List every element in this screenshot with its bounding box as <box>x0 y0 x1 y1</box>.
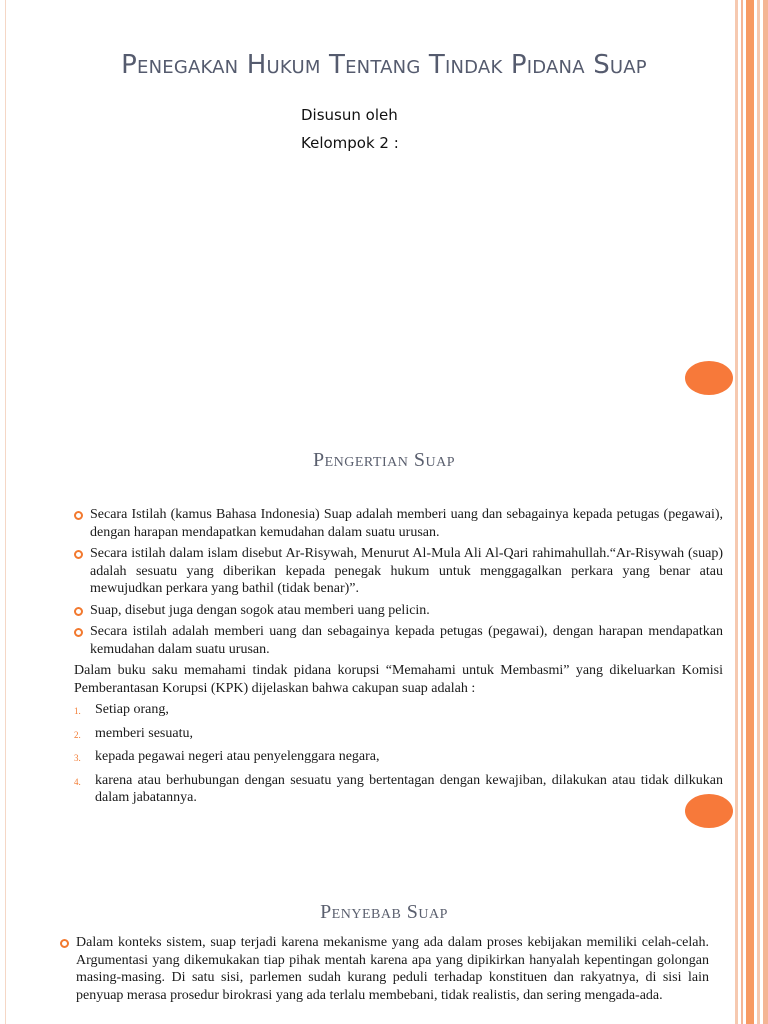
bullet-ring-icon <box>60 939 69 948</box>
orange-circle-decoration <box>685 361 733 395</box>
bullet-list <box>74 506 723 658</box>
decorative-stripes <box>732 432 768 864</box>
byline-author: Disusun oleh <box>301 106 398 124</box>
list-item: Secara Istilah (kamus Bahasa Indonesia) Suap adalah memberi uang dan sebagainya kepada petugas (pegawai), dengan harapan mendapatkan kemudahan dalam suatu urusan. <box>74 506 723 541</box>
section-body <box>60 934 709 1008</box>
bullet-ring-icon <box>74 511 83 520</box>
slide-penyebab <box>0 864 768 1024</box>
byline-group: Kelompok 2 : <box>301 134 399 152</box>
bullet-list <box>60 934 709 1004</box>
list-item: 2. memberi sesuatu, <box>74 725 193 741</box>
list-item: Secara istilah dalam islam disebut Ar-Risywah, Menurut Al-Mula Ali Al-Qari rahimahullah.“Ar-Risywah (suap) adalah sesuatu yang diberikan kepada penegak hukum untuk menggagalkan perkara yang benar atau mewujudkan perkara yang bathil (tidak benar)”. <box>74 545 723 598</box>
section-heading: Penyebab Suap <box>320 901 448 923</box>
list-item: Secara istilah adalah memberi uang dan sebagainya kepada petugas (pegawai), dengan harapan mendapatkan kemudahan dalam suatu urusan. <box>74 623 723 658</box>
page-title: Penegakan Hukum Tentang Tindak Pidana Suap <box>121 50 647 80</box>
left-border-line <box>5 432 6 864</box>
decorative-stripes <box>732 864 768 1024</box>
paragraph: Dalam buku saku memahami tindak pidana korupsi “Memahami untuk Membasmi” yang dikeluarkan Komisi Pemberantasan Korupsi (KPK) dijelaskan bahwa cakupan suap adalah : <box>74 663 723 696</box>
orange-circle-decoration <box>685 794 733 828</box>
list-item: 3. kepada pegawai negeri atau penyelenggara negara, <box>74 749 380 764</box>
list-item: 1. Setiap orang, <box>74 702 169 717</box>
left-border-line <box>5 864 6 1024</box>
list-item: 4. karena atau berhubungan dengan sesuatu yang bertentagan dengan kewajiban, dilakukan atau tidak dilkukan dalam jabatannya. <box>74 772 723 805</box>
bullet-ring-icon <box>74 550 83 559</box>
bullet-ring-icon <box>74 607 83 616</box>
slide-title <box>0 0 768 432</box>
numbered-list <box>74 701 723 807</box>
bullet-ring-icon <box>74 628 83 637</box>
list-item: Suap, disebut juga dengan sogok atau memberi uang pelicin. <box>74 602 723 620</box>
slide-pengertian <box>0 432 768 864</box>
section-body <box>74 506 723 813</box>
section-heading: Pengertian Suap <box>312 449 455 471</box>
list-item: Dalam konteks sistem, suap terjadi karena mekanisme yang ada dalam proses kebijakan memiliki celah-celah. Argumentasi yang dikemukakan tiap pihak mentah karena apa yang dipikirkan hanyalah kepentingan golongan masing-masing. Di satu sisi, parlemen sudah kurang peduli terhadap konstituen dan rakyatnya, di sisi lain penyuap merasa prosedur birokrasi yang ada terlalu membebani, tidak realistis, dan sering mengada-ada. <box>60 934 709 1004</box>
